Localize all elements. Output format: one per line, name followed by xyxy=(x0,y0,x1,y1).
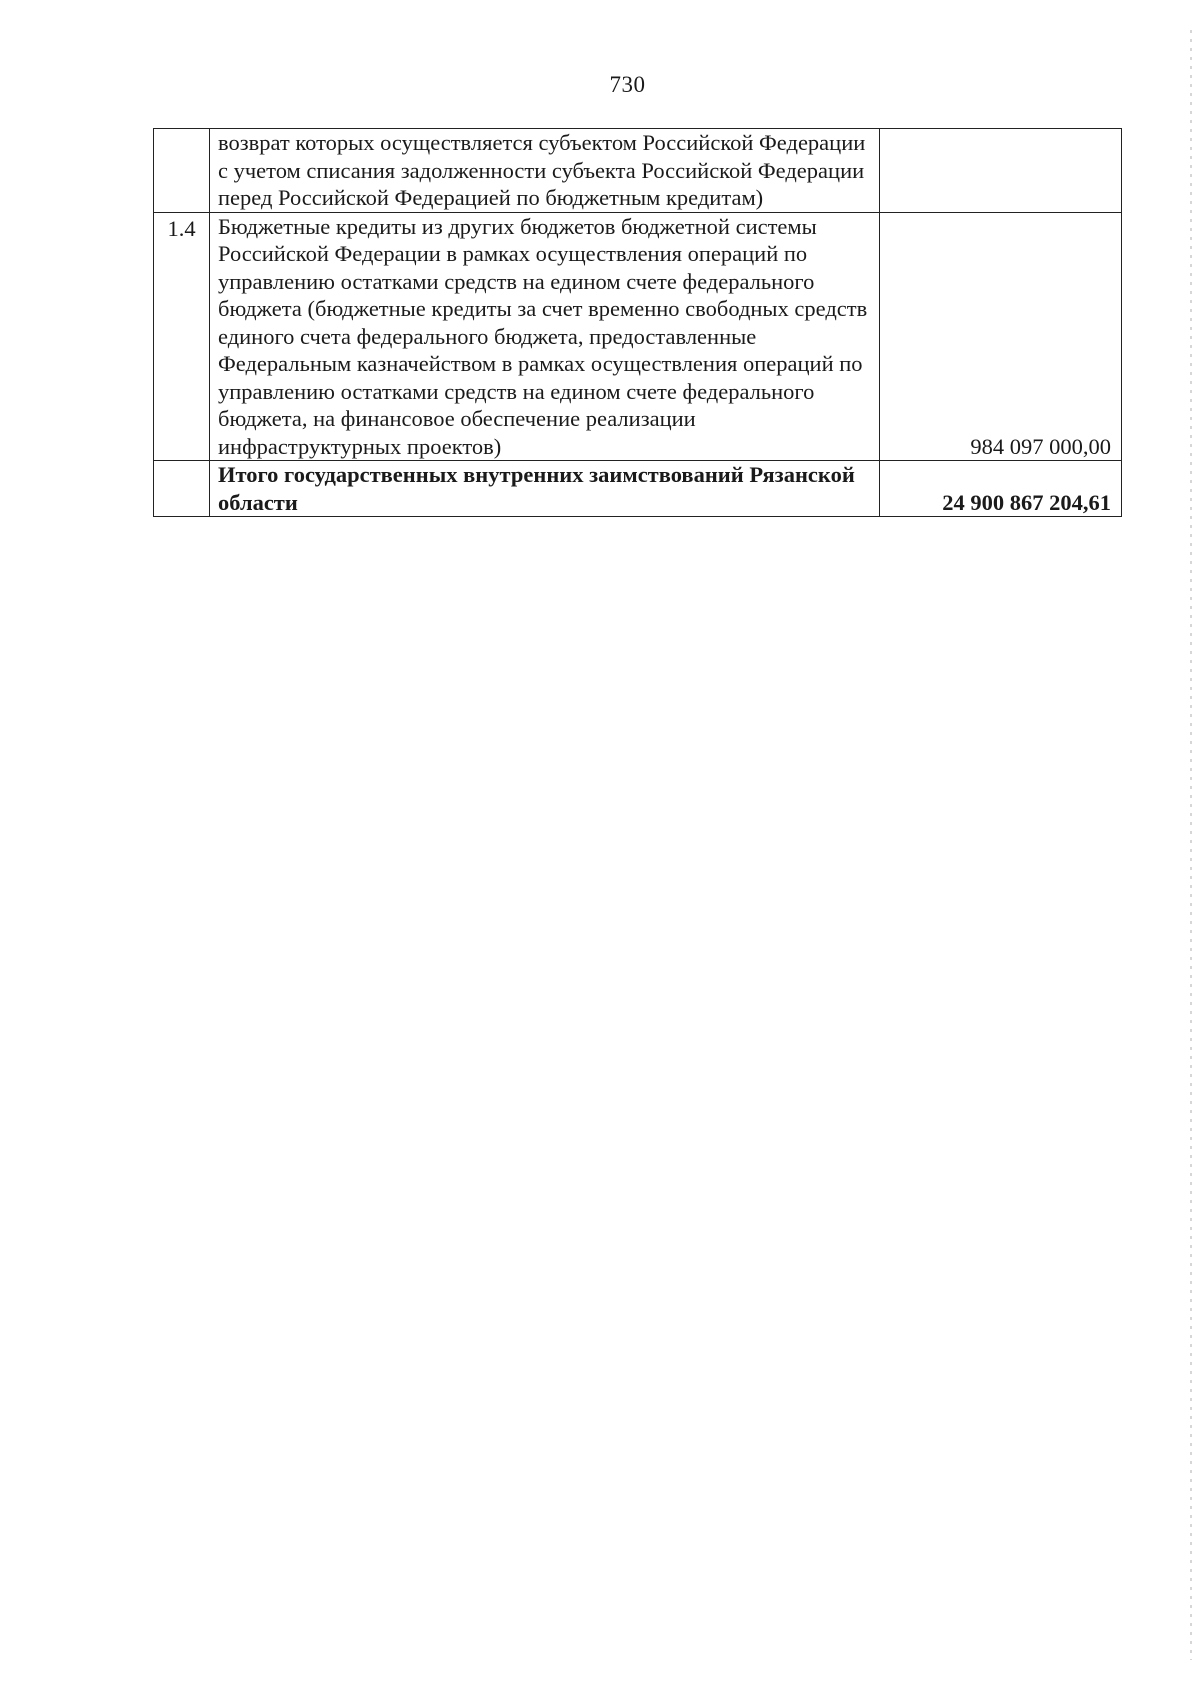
total-label: Итого государственных внутренних заимствований Рязанской области xyxy=(210,461,880,517)
row-number: 1.4 xyxy=(154,212,210,461)
row-description: Бюджетные кредиты из других бюджетов бюджетной системы Российской Федерации в рамках осуществления операций по управлению остатками средств на едином счете федерального бюджета (бюджетные кредиты за счет временно свободных средств единого счета федерального бюджета, предоставленные Федеральным казначейством в рамках осуществления операций по управлению остатками средств на едином счете федерального бюджета, на финансовое обеспечение реализации инфраструктурных проектов) xyxy=(210,212,880,461)
row-description: возврат которых осуществляется субъектом Российской Федерации с учетом списания задолженности субъекта Российской Федерации перед Российской Федерацией по бюджетным кредитам) xyxy=(210,129,880,213)
total-number xyxy=(154,461,210,517)
row-number xyxy=(154,129,210,213)
scan-edge-artifact xyxy=(1190,30,1192,1660)
borrowings-table xyxy=(153,128,1122,517)
page-number: 730 xyxy=(609,72,646,97)
total-row xyxy=(154,461,1122,517)
total-amount: 24 900 867 204,61 xyxy=(880,461,1122,517)
row-amount: 984 097 000,00 xyxy=(880,212,1122,461)
row-amount xyxy=(880,129,1122,213)
table-row xyxy=(154,212,1122,461)
table-row xyxy=(154,129,1122,213)
